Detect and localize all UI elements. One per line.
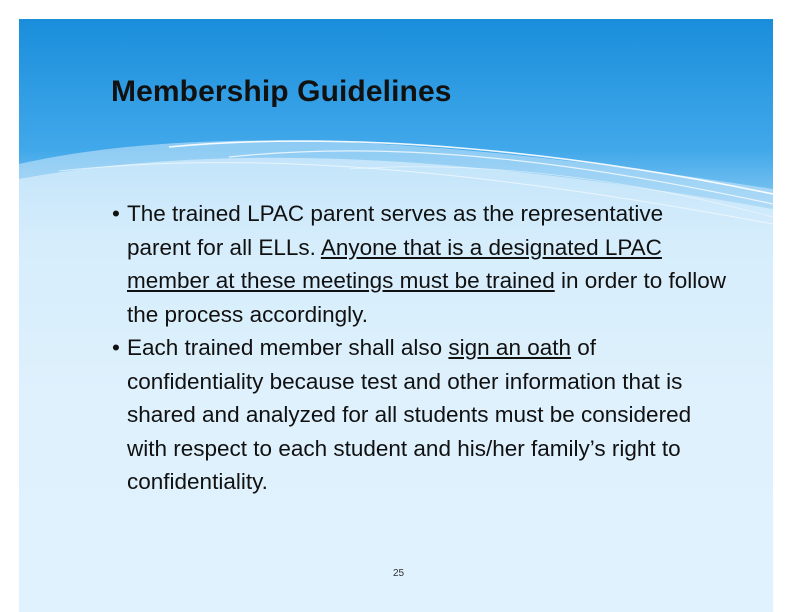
bullet-text: Each trained member shall also bbox=[127, 335, 449, 360]
bullet-text: in order to follow the process accordingly. bbox=[127, 268, 727, 327]
bullet-text: of confidentiality because test and other information that is shared and analyzed for all students must be considered with respect to each student and his/her family’s right to confidentiality. bbox=[127, 335, 692, 494]
slide-title: Membership Guidelines bbox=[111, 75, 452, 108]
underlined-text: Anyone that is a designated LPAC member at these meetings must be trained bbox=[127, 234, 662, 293]
page-number: 25 bbox=[393, 568, 405, 579]
slide bbox=[19, 19, 773, 612]
bullet-item bbox=[112, 331, 732, 499]
underlined-text: sign an oath bbox=[448, 335, 572, 360]
bullet-text: The trained LPAC parent serves as the representative parent for all ELLs. bbox=[127, 201, 664, 260]
bullet-item bbox=[112, 197, 732, 331]
bullet-list bbox=[112, 197, 732, 499]
